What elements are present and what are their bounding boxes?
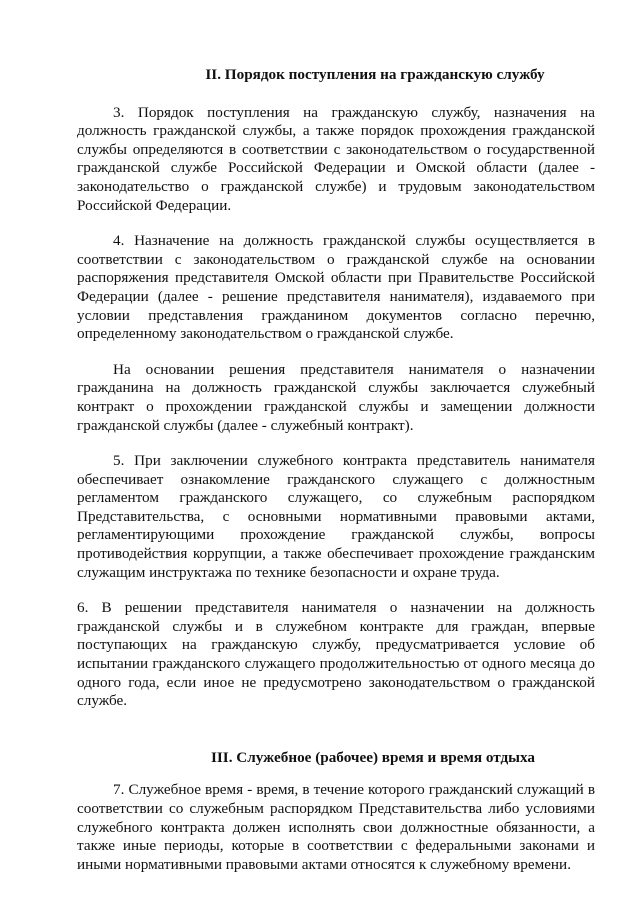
paragraph-7: 7. Служебное время - время, в течение которого гражданский служащий в соответствии со служебным распорядком Представительства либо условиями служебного контракта должен исполнять свои должностные обязанности, а также иные периоды, которые в соответствии с федеральными законами и иными нормативными правовыми актами относятся к служебному времени. (77, 781, 595, 873)
spacer (77, 435, 595, 452)
paragraph-4: 4. Назначение на должность гражданской службы осуществляется в соответствии с законодательством о гражданской службе на основании распоряжения представителя Омской области при Правительстве Российской Федерации (далее - решение представителя нанимателя), издаваемого при условии представления гражданином документов согласно перечню, определенному законодательством о гражданской службе. (77, 232, 595, 343)
document-page (77, 66, 595, 874)
paragraph-6: 6. В решении представителя нанимателя о назначении на должность гражданской службы и в служебном контракте для граждан, впервые поступающих на гражданскую службу, предусматривается условие об испытании гражданского служащего продолжительностью от одного месяца до одного года, если иное не предусмотрено законодательством о гражданской службе. (77, 599, 595, 710)
spacer (77, 215, 595, 232)
spacer (77, 582, 595, 599)
section-heading-iii: III. Служебное (рабочее) время и время отдыха (210, 748, 536, 766)
spacer (77, 711, 595, 749)
spacer (77, 767, 595, 781)
paragraph-4-contract: На основании решения представителя нанимателя о назначении гражданина на должность гражданской службы заключается служебный контракт о прохождении гражданской службы и замещении должности гражданской службы (далее - служебный контракт). (77, 360, 595, 434)
paragraph-3: 3. Порядок поступления на гражданскую службу, назначения на должность гражданской службы, а также порядок прохождения гражданской службы определяются в соответствии с законодательством о государственной гражданской службе Российской Федерации и Омской области (далее - законодательство о гражданской службе) и трудовым законодательством Российской Федерации. (77, 103, 595, 214)
spacer (77, 85, 595, 104)
spacer (77, 344, 595, 361)
paragraph-5: 5. При заключении служебного контракта представитель нанимателя обеспечивает ознакомление гражданского служащего с должностным регламентом гражданского служащего, со служебным распорядком Представительства, с основными нормативными правовыми актами, регламентирующими прохождение гражданской службы, вопросы противодействия коррупции, а также обеспечивает прохождение гражданским служащим инструктажа по технике безопасности и охране труда. (77, 452, 595, 581)
section-heading-ii: II. Порядок поступления на гражданскую службу (205, 66, 545, 83)
